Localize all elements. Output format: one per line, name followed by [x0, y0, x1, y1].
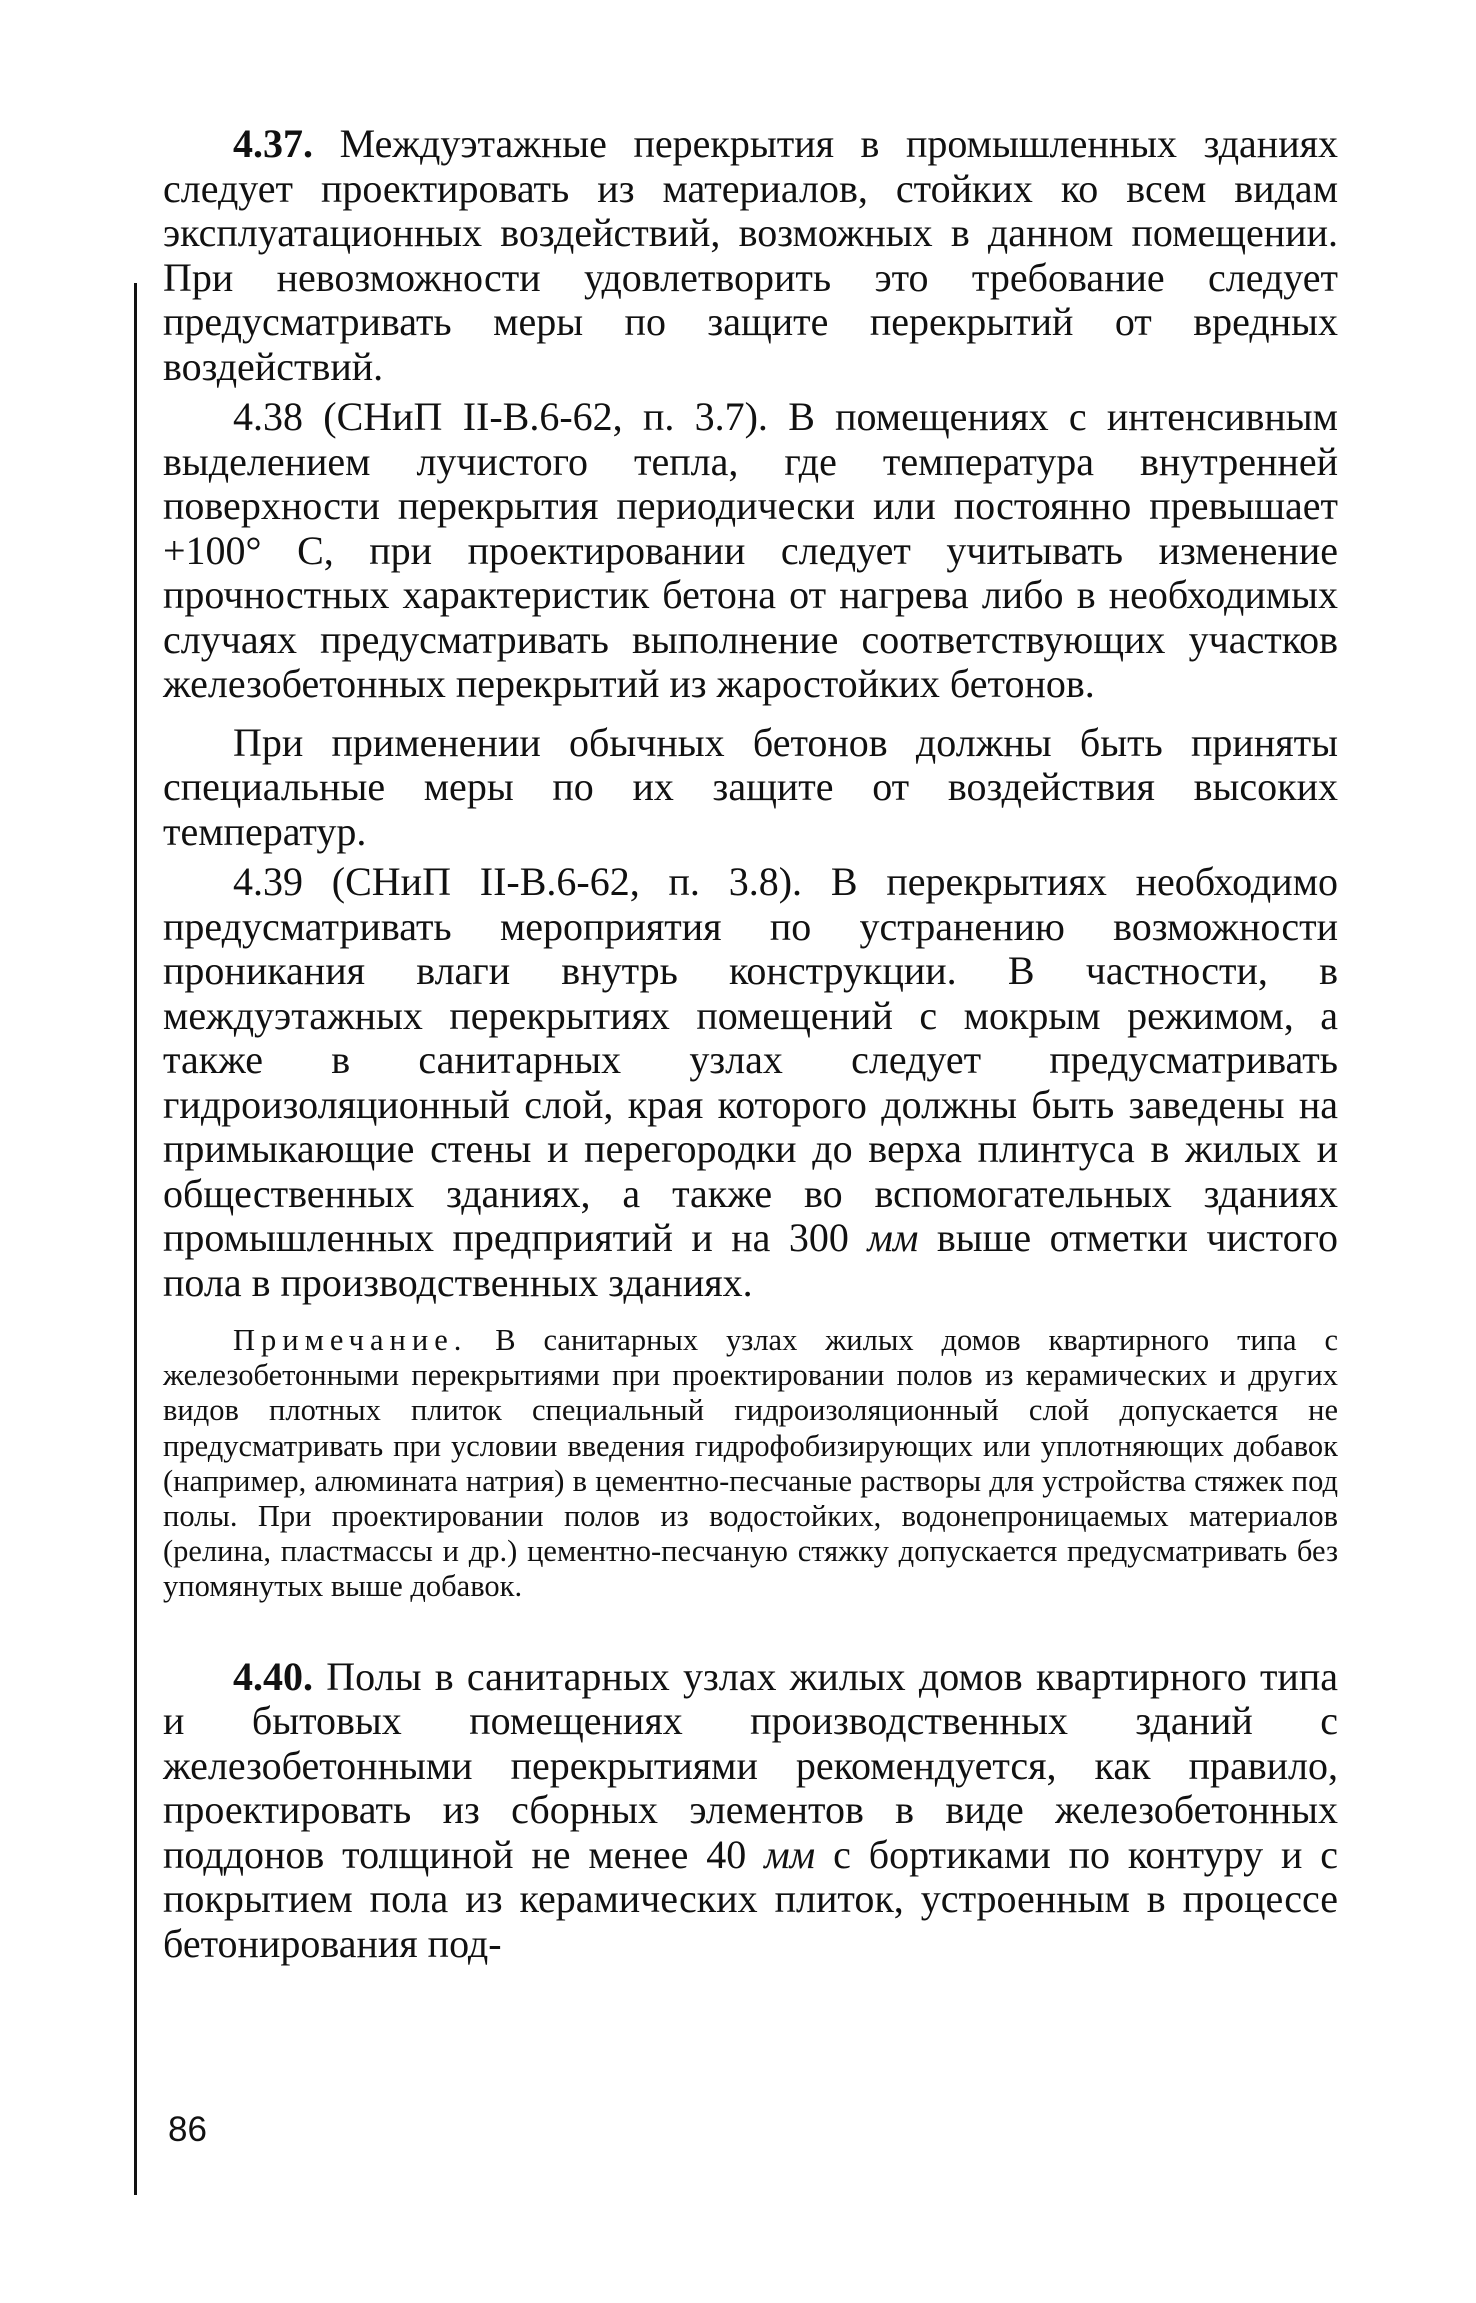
page-body [163, 122, 1338, 1966]
paragraph-4-37-text: Междуэтажные перекрытия в промышленных зданиях следует проектировать из материалов, стойких ко всем видам эксплуатационных воздействий, возможных в данном помещении. При невозможности удовлетворить это требование следует предусматривать меры по защите перекрытий от вредных воздействий. [163, 121, 1339, 389]
paragraph-4-38-continuation-text: При применении обычных бетонов должны быть приняты специальные меры по их защите от воздействия высоких температур. [163, 719, 1338, 854]
paragraph-4-37 [163, 122, 1338, 389]
clause-number-4-39: 4.39 [233, 859, 303, 904]
paragraph-4-39 [163, 860, 1338, 1305]
note-text: В санитарных узлах жилых домов квартирного типа с железобетонными перекрытиями при проектировании полов из керамических и других видов плотных плиток специальный гидроизоляционный слой допускается не предусматривать при условии введения гидрофобизирующих или уплотняющих добавок (например, алюмината натрия) в цементно-песчаные растворы для устройства стяжек под полы. При проектировании полов из водостойких, водонепроницаемых материалов (релина, пластмассы и др.) цементно-песчаную стяжку допускается предусматривать без упомянутых выше добавок. [163, 1323, 1339, 1604]
clause-number-4-40: 4.40. [233, 1653, 313, 1699]
paragraph-4-38 [163, 395, 1338, 707]
paragraph-4-40-text-part1: Полы в санитарных узлах жилых домов квартирного типа и бытовых помещениях производственных зданий с железобетонными перекрытиями рекомендуется, как правило, проектировать из сборных элементов в виде железобетонных поддонов толщиной не менее 40 [163, 1653, 1339, 1877]
unit-mm: мм [867, 1215, 919, 1260]
paragraph-4-40 [163, 1655, 1338, 1967]
clause-number-4-37: 4.37. [233, 121, 313, 166]
revision-margin-bar [134, 283, 137, 2195]
unit-mm-2: мм [764, 1831, 816, 1877]
paragraph-4-39-text-part1: (СНиП II-В.6-62, п. 3.8). В перекрытиях необходимо предусматривать мероприятия по устранению возможности проникания влаги внутрь конструкции. В частности, в междуэтажных перекрытиях помещений с мокрым режимом, а также в санитарных узлах следует предусматривать гидроизоляционный слой, края которого должны быть заведены на примыкающие стены и перегородки до верха плинтуса в жилых и общественных зданиях, а также во вспомогательных зданиях промышленных предприятий и на 300 [163, 859, 1339, 1260]
page-number: 86 [168, 2110, 207, 2149]
paragraph-4-38-continuation [163, 721, 1338, 855]
note-label: Примечание. [233, 1323, 468, 1357]
note-block [163, 1323, 1338, 1605]
clause-number-4-38: 4.38 [233, 394, 303, 439]
paragraph-4-40-text-part2: с бортиками по контуру и с покрытием пола из керамических плиток, устроенным в процессе бетонирования под- [163, 1831, 1339, 1966]
paragraph-4-38-text: (СНиП II-В.6-62, п. 3.7). В помещениях с интенсивным выделением лучистого тепла, где температура внутренней поверхности перекрытия периодически или постоянно превышает +100° С, при проектировании следует учитывать изменение прочностных характеристик бетона от нагрева либо в необходимых случаях предусматривать выполнение соответствующих участков железобетонных перекрытий из жаростойких бетонов. [163, 394, 1338, 706]
paragraph-4-39-text-part2: выше отметки чистого пола в производственных зданиях. [163, 1215, 1339, 1305]
